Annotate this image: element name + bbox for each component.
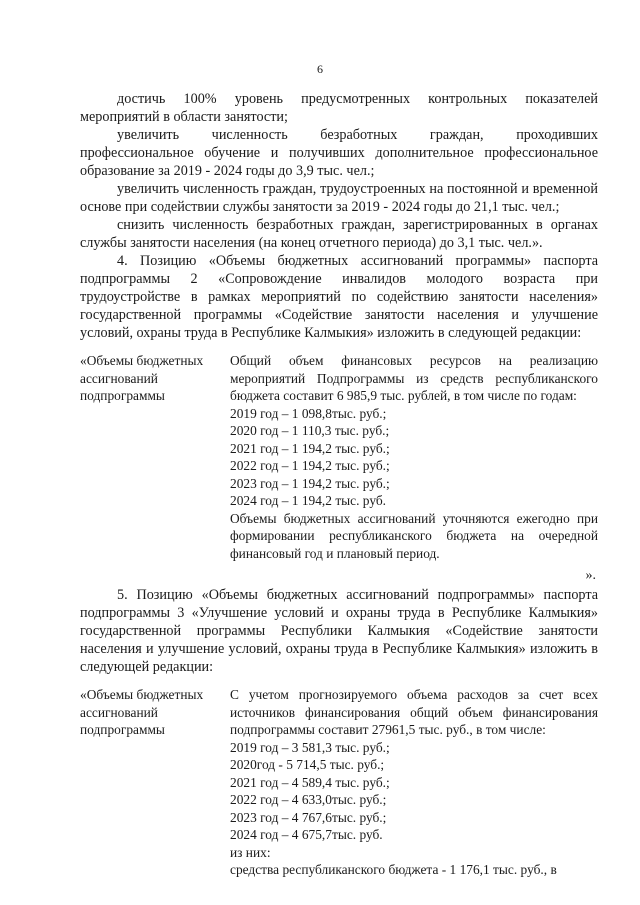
budget-table-subprogram-2 [80, 352, 598, 562]
closing-quote: ». [585, 568, 596, 583]
budget-label: «Объемы бюджетных ассигнований подпрограммы [80, 687, 204, 737]
budget-summary: С учетом прогнозируемого объема расходов за счет всех источников финансирования общий объем финансирования подпрограммы составит 27961,5 тыс. руб., в том числе: [230, 687, 598, 737]
paragraph-item-5: 5. Позицию «Объемы бюджетных ассигнований подпрограммы» паспорта подпрограммы 3 «Улучшение условий и охраны труда в Республике Калмыкия» государственной программы Республики Калмыкия «Содействие занятости населения и улучшение условий, охраны труда в Республике Калмыкия» изложить в следующей редакции: [80, 587, 598, 675]
year-line: 2023 год – 4 767,6тыс. руб.; [230, 809, 387, 825]
year-line: 2021 год – 4 589,4 тыс. руб.; [230, 774, 390, 790]
year-line: 2020год - 5 714,5 тыс. руб.; [230, 757, 385, 772]
year-line: 2020 год – 1 110,3 тыс. руб.; [230, 423, 390, 438]
regional-budget-line: средства республиканского бюджета - 1 176,1 тыс. руб., в [230, 862, 557, 877]
paragraph-goal-4: снизить численность безработных граждан, зарегистрированных в органах службы занятости населения (на конец отчетного периода) до 3,1 тыс. чел.». [80, 217, 598, 251]
paragraph-goal-2: увеличить численность безработных граждан, проходивших профессиональное обучение и получивших дополнительное профессиональное образование за 2019 - 2024 годы до 3,9 тыс. чел.; [80, 127, 598, 179]
year-line: 2023 год – 1 194,2 тыс. руб.; [230, 475, 390, 491]
year-line: 2024 год – 1 194,2 тыс. руб. [230, 493, 387, 508]
budget-summary: Общий объем финансовых ресурсов на реализацию мероприятий Подпрограммы из средств республиканского бюджета составит 6 985,9 тыс. рублей, в том числе по годам: [230, 353, 598, 403]
paragraph-item-4: 4. Позицию «Объемы бюджетных ассигнований программы» паспорта подпрограммы 2 «Сопровождение инвалидов молодого возраста при трудоустройстве в рамках мероприятий по содействию занятости населения» государственной программы «Содействие занятости населения и улучшение условий, охраны труда в Республике Калмыкия» изложить в следующей редакции: [80, 253, 598, 341]
document-body [80, 90, 598, 879]
year-line: 2021 год – 1 194,2 тыс. руб.; [230, 440, 390, 456]
budget-values [230, 352, 598, 562]
year-line: 2022 год – 4 633,0тыс. руб.; [230, 792, 387, 807]
budget-table-subprogram-3 [80, 686, 598, 879]
of-which-label: из них: [230, 844, 271, 860]
budget-label: «Объемы бюджетных ассигнований подпрограммы [80, 353, 204, 403]
budget-note: Объемы бюджетных ассигнований уточняются ежегодно при формировании республиканского бюджета на очередной финансовый год и плановый период. [230, 510, 598, 561]
budget-values [230, 686, 598, 879]
year-line: 2019 год – 3 581,3 тыс. руб.; [230, 739, 390, 755]
page-number: 6 [317, 62, 323, 76]
year-line: 2022 год – 1 194,2 тыс. руб.; [230, 458, 390, 473]
paragraph-goal-1: достичь 100% уровень предусмотренных контрольных показателей мероприятий в области занятости; [80, 91, 598, 125]
year-line: 2019 год – 1 098,8тыс. руб.; [230, 405, 387, 421]
year-line: 2024 год – 4 675,7тыс. руб. [230, 827, 383, 842]
paragraph-goal-3: увеличить численность граждан, трудоустроенных на постоянной и временной основе при содействии службы занятости за 2019 - 2024 годы до 21,1 тыс. чел.; [80, 181, 598, 215]
